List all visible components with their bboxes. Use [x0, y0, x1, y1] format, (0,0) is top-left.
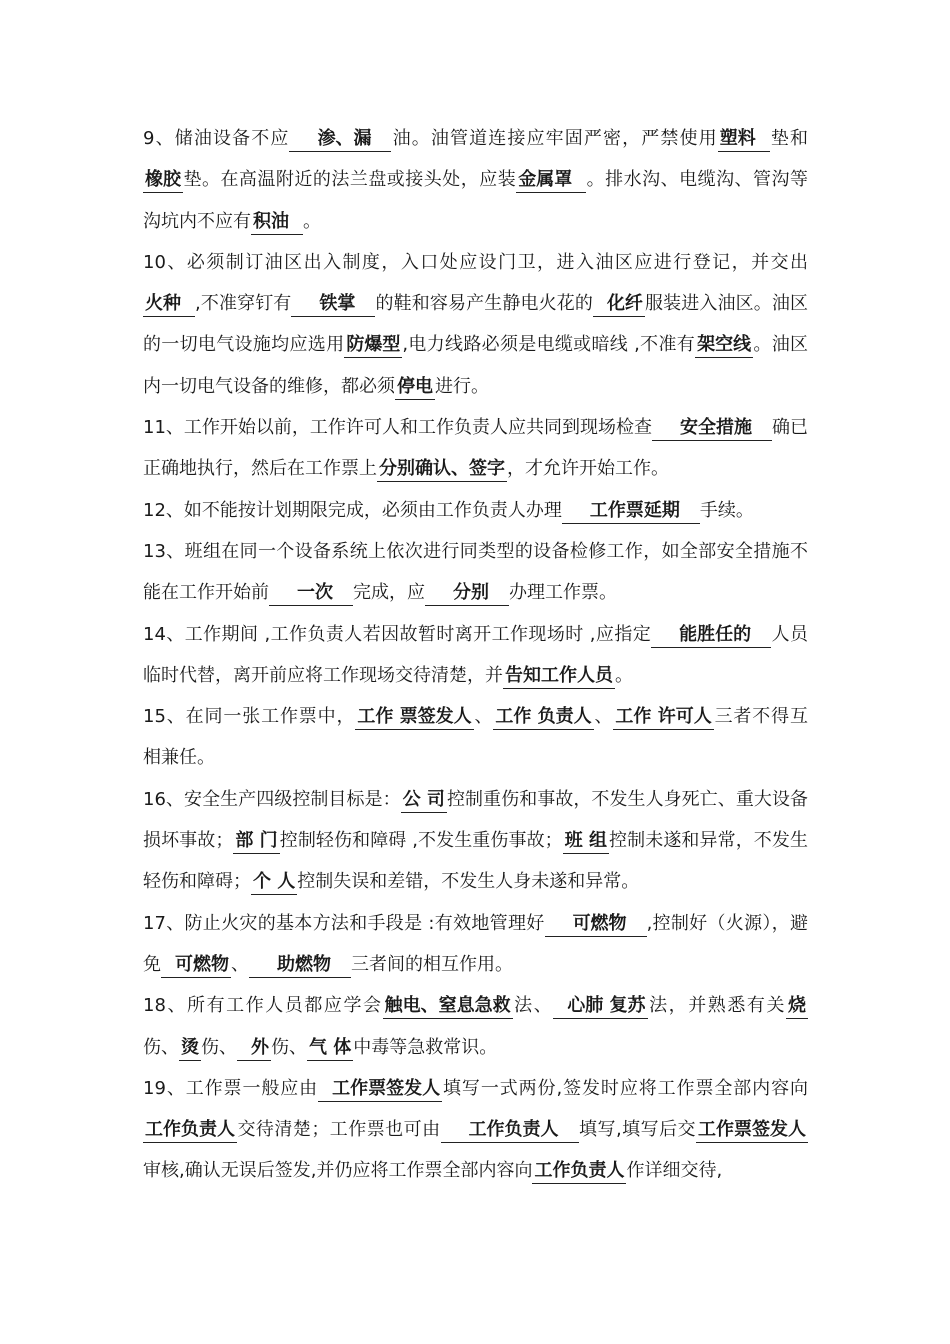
answer-blank: 可燃物: [545, 912, 647, 937]
answer-blank: 塑料: [718, 127, 770, 152]
answer-blank: 停电: [395, 375, 435, 400]
question-text: 垫和: [769, 128, 809, 149]
question-text: 法，并熟悉有关: [647, 995, 787, 1017]
question-text: 法、: [512, 995, 554, 1017]
answer-blank: 工作 负责人: [493, 705, 593, 730]
answer-blank: 工作 许可人: [613, 705, 713, 730]
question-text: 交待清楚；工作票也可由: [237, 1119, 441, 1141]
question-text: 作详细交待,: [626, 1160, 723, 1182]
answer-blank: 可燃物: [161, 953, 231, 978]
answer-blank: 橡胶: [143, 168, 183, 193]
answer-blank: 工作负责人: [143, 1118, 237, 1143]
question-text: 12、如不能按计划期限完成，必须由工作负责人办理: [143, 499, 562, 521]
question-text: 。油区内一切电气设备的维修，都必须: [143, 334, 809, 397]
answer-blank: 架空线: [695, 333, 753, 358]
answer-blank: 分别: [425, 581, 509, 606]
question-text: 19、工作票一般应由: [143, 1077, 319, 1099]
question-text: 中毒等急救常识。: [353, 1036, 498, 1058]
question-text: 13、班组在同一个设备系统上依次进行同类型的设备检修工作，如全部安全措施不能在工作开始前: [143, 540, 808, 604]
question-text: 伤、: [271, 1036, 307, 1058]
question-text: 10、必须制订油区出入制度，入口处应设门卫，进入油区应进行登记，并交出: [143, 251, 808, 273]
answer-blank: 安全措施: [652, 416, 772, 441]
question-text: 。: [615, 664, 633, 686]
question-text: ，才允许开始工作。: [507, 458, 669, 480]
question-paragraph-q9: [143, 118, 808, 242]
question-text: 人员临时代替，离开前应将工作现场交待清楚，并: [143, 623, 808, 686]
question-text: 垫。在高温附近的法兰盘或接头处，应装: [183, 169, 517, 191]
question-text: 11、工作开始以前，工作许可人和工作负责人应共同到现场检查: [143, 417, 652, 439]
answer-blank: 部 门: [233, 829, 279, 854]
question-text: 9、储油设备不应: [143, 128, 290, 149]
question-paragraph-q19: [143, 1068, 808, 1192]
answer-blank: 积油: [251, 210, 303, 235]
question-text: 服装进入油区。油区的一切电气设施均应选用: [143, 293, 808, 356]
answer-blank: 工作票签发人: [696, 1118, 808, 1143]
question-paragraph-q13: [143, 531, 808, 614]
question-text: 油。油管道连接应牢固严密，严禁使用: [391, 128, 718, 149]
document-page: [143, 118, 808, 1192]
question-text: 、: [231, 953, 249, 975]
question-text: 控制轻伤和障碍 ,不发生重伤事故；: [279, 830, 563, 852]
question-text: 、: [473, 706, 494, 728]
answer-blank: 告知工作人员: [503, 664, 615, 689]
question-text: 18、所有工作人员都应学会: [143, 995, 383, 1017]
answer-blank: 分别确认、签字: [377, 457, 507, 482]
question-text: 完成，应: [353, 582, 425, 604]
question-text: 控制重伤和事故，不发生人身死亡、重大设备损坏事故；: [143, 788, 809, 852]
answer-blank: 烧: [786, 994, 808, 1019]
answer-blank: 防爆型: [344, 333, 402, 358]
question-text: 17、防止火灾的基本方法和手段是 :有效地管理好: [143, 912, 545, 934]
question-text: 三者间的相互作用。: [351, 953, 513, 975]
answer-blank: 触电、窒息急救: [383, 994, 513, 1019]
question-text: 。: [303, 210, 321, 232]
answer-blank: 公 司: [401, 788, 447, 813]
question-text: 三者不得互相兼任。: [143, 706, 809, 769]
question-text: 填写一式两份,签发时应将工作票全部内容向: [442, 1077, 808, 1099]
answer-blank: 心肺 复苏: [553, 994, 647, 1019]
answer-blank: 能胜任的: [651, 623, 771, 648]
question-text: 14、工作期间 ,工作负责人若因故暂时离开工作现场时 ,应指定: [143, 623, 652, 645]
answer-blank: 工作负责人: [441, 1118, 579, 1143]
question-paragraph-q18: [143, 985, 808, 1068]
answer-blank: 火种: [143, 292, 195, 317]
answer-blank: 气 体: [307, 1036, 353, 1061]
question-text: 控制失误和差错，不发生人身未遂和异常。: [297, 871, 640, 893]
question-text: 手续。: [699, 499, 754, 521]
question-paragraph-q11: [143, 407, 808, 490]
question-paragraph-q16: [143, 779, 808, 903]
question-text: 15、在同一张工作票中，: [143, 706, 356, 728]
answer-blank: 工作票签发人: [318, 1077, 442, 1102]
question-text: 、: [593, 706, 614, 728]
answer-blank: 个 人: [251, 870, 297, 895]
answer-blank: 助燃物: [249, 953, 351, 978]
answer-blank: 工作负责人: [532, 1159, 626, 1184]
question-text: 的鞋和容易产生静电火花的: [375, 293, 593, 315]
question-text: 办理工作票。: [509, 582, 617, 604]
question-paragraph-q12: [143, 490, 808, 531]
question-text: 填写,填写后交: [578, 1119, 696, 1141]
answer-blank: 铁掌: [291, 292, 375, 317]
question-text: 控制未遂和异常，不发生轻伤和障碍；: [143, 830, 808, 893]
question-paragraph-q10: [143, 242, 808, 407]
question-text: 伤、: [143, 1036, 179, 1058]
answer-blank: 渗、漏: [289, 127, 391, 152]
answer-blank: 外: [237, 1036, 271, 1061]
answer-blank: 化纤: [593, 292, 645, 317]
answer-blank: 班 组: [563, 829, 609, 854]
question-text: 进行。: [435, 375, 489, 397]
answer-blank: 烫: [179, 1036, 201, 1061]
answer-blank: 工作票延期: [562, 499, 700, 524]
answer-blank: 工作 票签发人: [355, 705, 473, 730]
answer-blank: 金属罩: [516, 168, 586, 193]
question-text: 。排水沟、电缆沟、管沟等沟坑内不应有: [143, 169, 809, 232]
question-text: 16、安全生产四级控制目标是：: [143, 788, 401, 810]
question-text: 确已正确地执行，然后在工作票上: [143, 417, 809, 480]
question-paragraph-q14: [143, 614, 808, 697]
question-text: ,电力线路必须是电缆或暗线 ,不准有: [402, 334, 696, 356]
question-paragraph-q17: [143, 903, 808, 986]
question-paragraph-q15: [143, 696, 808, 779]
answer-blank: 一次: [269, 581, 353, 606]
question-text: ,控制好（火源），避免: [143, 912, 808, 975]
question-text: 伤、: [201, 1036, 237, 1058]
question-text: ,不准穿钉有: [195, 293, 292, 315]
question-text: 审核,确认无误后签发,并仍应将工作票全部内容向: [143, 1160, 533, 1182]
